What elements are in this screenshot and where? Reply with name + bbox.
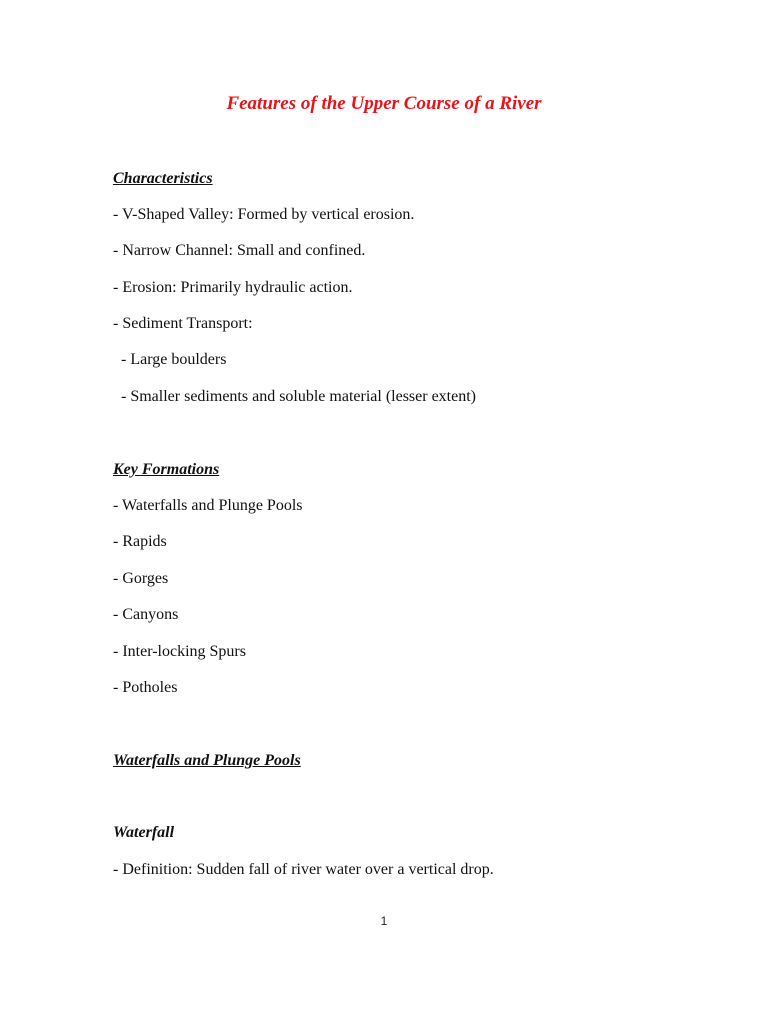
list-item: - Narrow Channel: Small and confined. <box>113 242 366 259</box>
section-heading-waterfalls-plunge-pools: Waterfalls and Plunge Pools <box>113 752 301 769</box>
list-item-sub: - Large boulders <box>113 351 227 368</box>
list-item: - Definition: Sudden fall of river water over a vertical drop. <box>113 861 494 878</box>
list-item-sub: - Smaller sediments and soluble material (lesser extent) <box>113 388 476 405</box>
list-item: - Rapids <box>113 533 167 550</box>
list-item: - Erosion: Primarily hydraulic action. <box>113 279 353 296</box>
section-heading-key-formations: Key Formations <box>113 461 220 478</box>
document-title: Features of the Upper Course of a River <box>226 93 542 114</box>
list-item: - Waterfalls and Plunge Pools <box>113 497 303 514</box>
list-item: - Canyons <box>113 606 179 623</box>
subsection-heading-waterfall: Waterfall <box>113 824 175 841</box>
section-heading-characteristics: Characteristics <box>113 170 213 187</box>
list-item: - V-Shaped Valley: Formed by vertical erosion. <box>113 206 415 223</box>
page-number: 1 <box>380 914 388 928</box>
list-item: - Sediment Transport: <box>113 315 253 332</box>
list-item: - Potholes <box>113 679 178 696</box>
list-item: - Gorges <box>113 570 169 587</box>
list-item: - Inter-locking Spurs <box>113 643 246 660</box>
